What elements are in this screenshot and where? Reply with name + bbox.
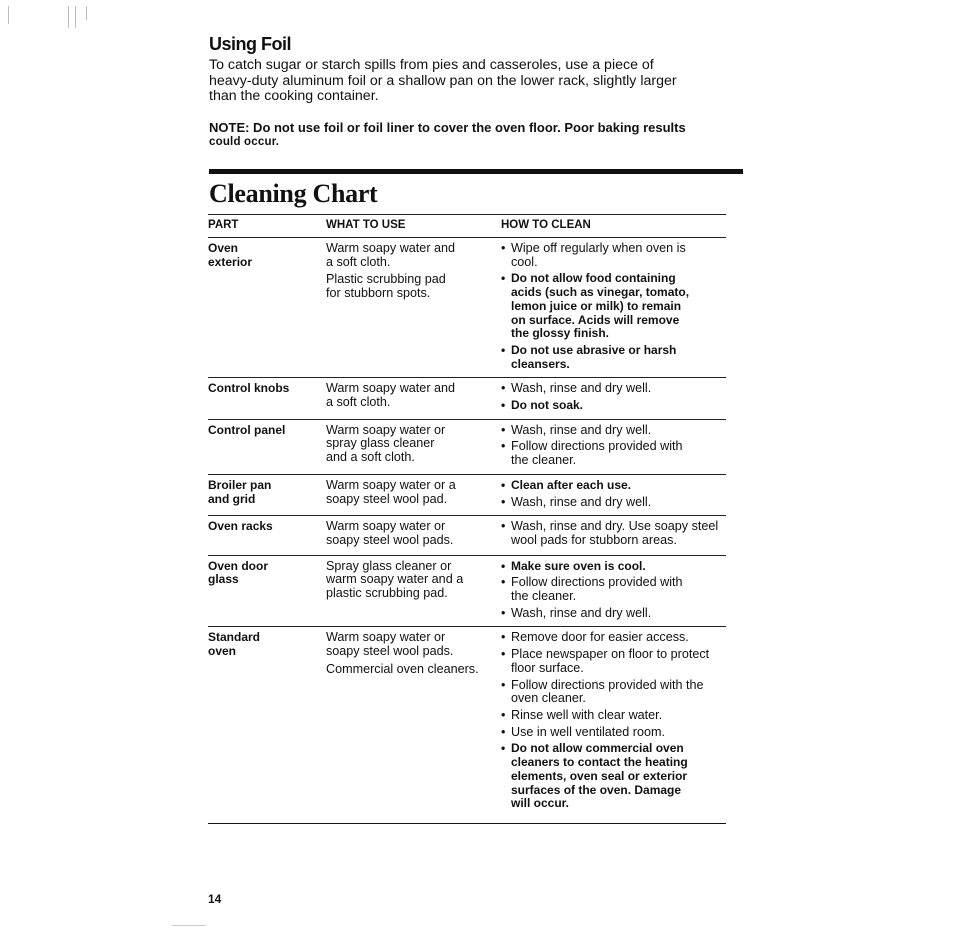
cleaning-chart-table xyxy=(208,214,726,824)
instruction-line: • Wash, rinse and dry. Use soapy steel xyxy=(511,519,719,534)
scan-marks xyxy=(8,6,98,28)
instruction-line: floor surface. xyxy=(511,660,584,675)
instruction-line: the glossy finish. xyxy=(511,326,610,341)
use-item xyxy=(326,479,501,506)
cleaning-chart-heading: Cleaning Chart xyxy=(209,179,378,208)
instruction-bullet xyxy=(501,607,726,621)
cell-how-to-clean xyxy=(501,560,726,624)
instruction-line: surfaces of the oven. Damage xyxy=(511,782,682,797)
part-line: and grid xyxy=(208,491,256,506)
part-line: Oven xyxy=(208,241,239,255)
cell-what-to-use xyxy=(326,520,501,551)
instruction-line: • Follow directions provided with xyxy=(511,575,683,590)
cell-what-to-use xyxy=(326,479,501,512)
cell-what-to-use xyxy=(326,424,501,471)
cell-what-to-use xyxy=(326,631,501,813)
instruction-bullet xyxy=(501,709,726,723)
instruction-bullet xyxy=(501,382,726,396)
cell-how-to-clean xyxy=(501,520,726,551)
foil-body-line: heavy-duty aluminum foil or a shallow pan on the lower rack, slightly larger xyxy=(209,72,677,89)
using-foil-heading: Using Foil xyxy=(209,34,291,54)
instruction-bullet xyxy=(501,520,726,547)
use-line: Warm soapy water or xyxy=(326,519,446,534)
part-line: exterior xyxy=(208,254,253,269)
cell-part xyxy=(208,242,326,374)
instruction-line: lemon juice or milk) to remain xyxy=(511,298,682,313)
instruction-line: elements, oven seal or exterior xyxy=(511,768,688,783)
scan-mark-bottom xyxy=(172,925,206,926)
use-line: Spray glass cleaner or xyxy=(326,558,452,573)
cell-how-to-clean xyxy=(501,424,726,471)
part-line: Control knobs xyxy=(208,381,290,396)
use-item xyxy=(326,631,501,658)
instruction-line: the cleaner. xyxy=(511,453,577,468)
instruction-line: • Follow directions provided with the xyxy=(511,677,704,692)
instruction-line: • Wash, rinse and dry well. xyxy=(511,422,652,437)
part-line: Oven racks xyxy=(208,519,273,534)
cell-part xyxy=(208,560,326,624)
foil-body-line: than the cooking container. xyxy=(209,88,379,104)
table-row xyxy=(208,475,726,516)
instruction-line: • Wipe off regularly when oven is xyxy=(511,241,686,255)
instruction-line: the cleaner. xyxy=(511,589,577,604)
use-line: for stubborn spots. xyxy=(326,286,431,301)
use-line: soapy steel wool pads. xyxy=(326,644,454,659)
header-what-to-use: WHAT TO USE xyxy=(326,219,406,232)
using-foil-paragraph xyxy=(209,58,729,105)
instruction-line: • Do not use abrasive or harsh xyxy=(511,342,677,357)
instruction-line: • Do not soak. xyxy=(511,398,584,413)
instruction-line: • Wash, rinse and dry well. xyxy=(511,494,652,509)
instruction-bullet xyxy=(501,479,726,493)
instruction-bullet xyxy=(501,272,726,341)
instruction-bullet xyxy=(501,424,726,438)
instruction-bullet xyxy=(501,344,726,371)
cell-how-to-clean xyxy=(501,382,726,415)
page-number: 14 xyxy=(208,892,222,906)
instruction-bullet xyxy=(501,560,726,574)
header-part: PART xyxy=(208,219,239,232)
instruction-line: wool pads for stubborn areas. xyxy=(511,532,677,547)
instruction-line: cool. xyxy=(511,254,538,269)
table-row xyxy=(208,420,726,475)
use-line: Warm soapy water or xyxy=(326,422,446,437)
use-line: Commercial oven cleaners. xyxy=(326,661,479,676)
use-line: Warm soapy water and xyxy=(326,241,456,255)
use-item xyxy=(326,273,501,300)
table-header-row xyxy=(208,215,726,238)
instruction-bullet xyxy=(501,440,726,467)
use-line: Warm soapy water or xyxy=(326,630,446,645)
table-row xyxy=(208,378,726,419)
instruction-line: • Follow directions provided with xyxy=(511,439,683,454)
use-item xyxy=(326,520,501,547)
use-line: spray glass cleaner xyxy=(326,436,435,451)
instruction-bullet xyxy=(501,648,726,675)
instruction-line: • Rinse well with clear water. xyxy=(511,707,663,722)
foil-note xyxy=(209,121,749,149)
use-line: soapy steel wool pads. xyxy=(326,532,454,547)
use-line: a soft cloth. xyxy=(326,254,391,269)
table-row xyxy=(208,627,726,823)
cell-how-to-clean xyxy=(501,479,726,512)
part-line: glass xyxy=(208,572,239,587)
instruction-line: • Clean after each use. xyxy=(511,477,632,492)
instruction-bullet xyxy=(501,742,726,811)
cell-part xyxy=(208,520,326,551)
use-item xyxy=(326,382,501,409)
cell-what-to-use xyxy=(326,560,501,624)
use-item xyxy=(326,242,501,269)
use-line: plastic scrubbing pad. xyxy=(326,586,448,601)
instruction-line: • Do not allow food containing xyxy=(511,271,676,286)
cell-part xyxy=(208,424,326,471)
instruction-bullet xyxy=(501,242,726,269)
cell-part xyxy=(208,479,326,512)
instruction-line: acids (such as vinegar, tomato, xyxy=(511,285,690,300)
part-line: Control panel xyxy=(208,422,286,437)
instruction-line: cleaners to contact the heating xyxy=(511,755,688,770)
foil-body-line: To catch sugar or starch spills from pies and casseroles, use a piece of xyxy=(209,57,654,73)
instruction-line: • Place newspaper on floor to protect xyxy=(511,647,710,662)
instruction-bullet xyxy=(501,399,726,413)
instruction-line: • Wash, rinse and dry well. xyxy=(511,381,652,396)
use-item xyxy=(326,663,501,677)
instruction-line: • Wash, rinse and dry well. xyxy=(511,605,652,620)
instruction-line: cleansers. xyxy=(511,356,570,371)
instruction-bullet xyxy=(501,679,726,706)
instruction-line: • Use in well ventilated room. xyxy=(511,724,665,739)
part-line: Standard xyxy=(208,630,261,645)
use-line: Plastic scrubbing pad xyxy=(326,272,446,287)
instruction-bullet xyxy=(501,576,726,603)
use-item xyxy=(326,424,501,465)
header-how-to-clean: HOW TO CLEAN xyxy=(501,219,591,232)
use-line: Warm soapy water and xyxy=(326,381,456,396)
table-row xyxy=(208,556,726,628)
instruction-bullet xyxy=(501,726,726,740)
section-divider xyxy=(209,169,743,174)
use-line: warm soapy water and a xyxy=(326,572,464,587)
instruction-line: • Remove door for easier access. xyxy=(511,630,689,645)
cell-part xyxy=(208,382,326,415)
use-line: soapy steel wool pad. xyxy=(326,491,448,506)
instruction-bullet xyxy=(501,631,726,645)
cell-what-to-use xyxy=(326,382,501,415)
use-line: and a soft cloth. xyxy=(326,450,415,465)
cell-what-to-use xyxy=(326,242,501,374)
table-row xyxy=(208,516,726,555)
cell-part xyxy=(208,631,326,813)
note-line: could occur. xyxy=(209,136,280,148)
part-line: oven xyxy=(208,644,237,659)
use-item xyxy=(326,560,501,601)
table-body xyxy=(208,238,726,824)
part-line: Oven door xyxy=(208,558,269,573)
part-line: Broiler pan xyxy=(208,477,272,492)
instruction-line: on surface. Acids will remove xyxy=(511,312,680,327)
instruction-line: oven cleaner. xyxy=(511,691,586,706)
instruction-bullet xyxy=(501,496,726,510)
note-line: NOTE: Do not use foil or foil liner to cover the oven floor. Poor baking results xyxy=(209,120,686,135)
instruction-line: • Do not allow commercial oven xyxy=(511,741,684,756)
instruction-line: • Make sure oven is cool. xyxy=(511,558,646,573)
table-row xyxy=(208,238,726,378)
use-line: a soft cloth. xyxy=(326,395,391,410)
use-line: Warm soapy water or a xyxy=(326,477,456,492)
cell-how-to-clean xyxy=(501,242,726,374)
cell-how-to-clean xyxy=(501,631,726,813)
instruction-line: will occur. xyxy=(511,796,570,811)
